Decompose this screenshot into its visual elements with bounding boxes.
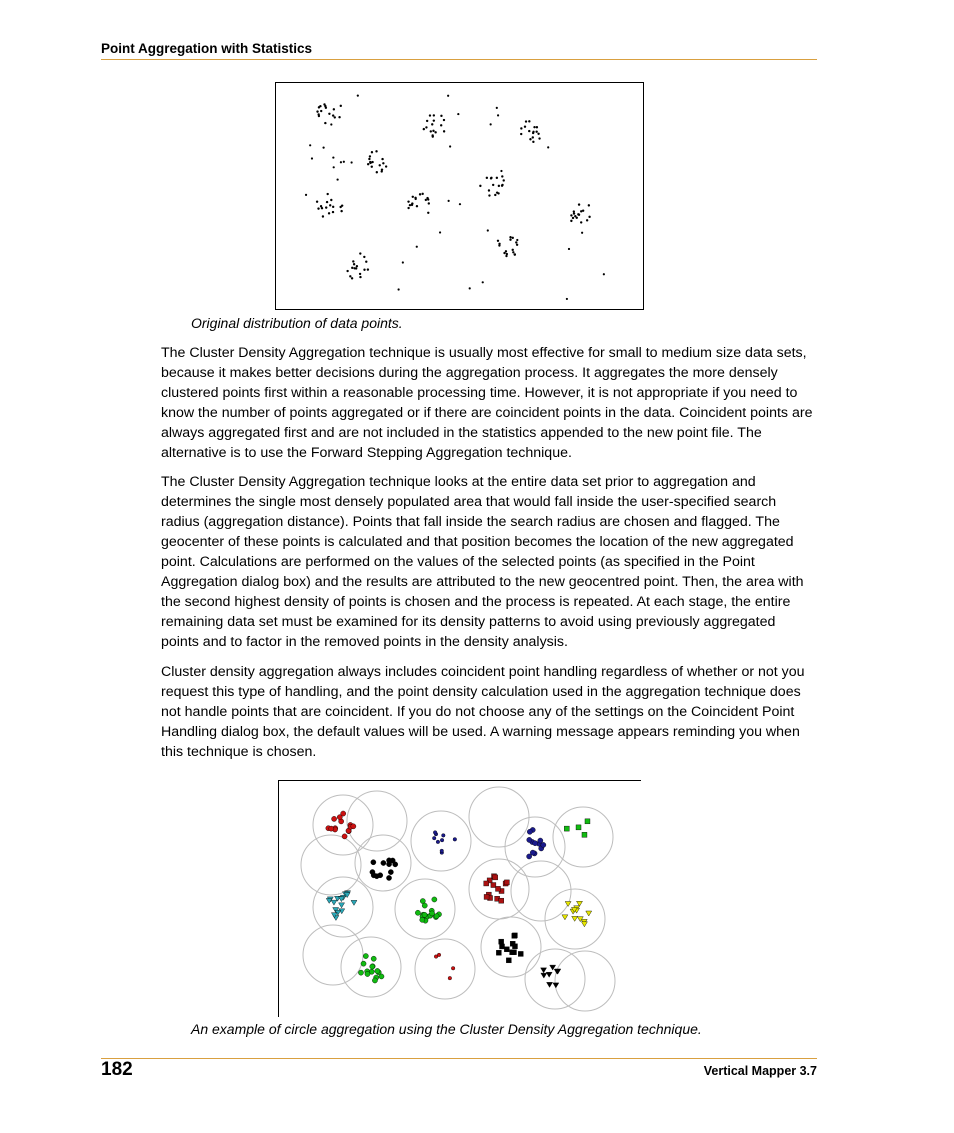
data-point [497,192,499,194]
footer-rule [101,1058,817,1059]
data-point [573,212,575,214]
data-point [503,179,505,181]
aggregated-marker [527,837,532,842]
data-point [449,145,451,147]
data-point [321,207,323,209]
data-point [322,215,324,217]
aggregated-marker [437,953,441,957]
data-point [317,207,319,209]
aggregated-marker [547,982,553,987]
data-point [512,237,514,239]
scatter-plot-original [276,83,643,309]
data-point [520,133,522,135]
data-point [515,241,517,243]
aggregated-marker [331,900,337,905]
aggregation-circle [481,917,541,977]
data-point [433,119,435,121]
data-point [340,105,342,107]
circle-aggregation-figure [278,780,641,1017]
aggregated-marker [586,911,592,916]
data-point [416,205,418,207]
aggregated-marker [518,951,523,956]
data-point [351,277,353,279]
aggregated-marker [499,898,504,903]
body-paragraph: Cluster density aggregation always includes coincident point handling regardless of whether or not you request this type of handling, and the point density calculation used in the aggregation technique does not handle points that are coincident. If you do not choose any of the settings on the Coincident Point Handling dialog box, the default values will be used. A warning message appears reminding you when this technique is chosen. [161,664,805,760]
aggregated-marker [564,826,569,831]
data-point [385,165,387,167]
aggregated-marker [433,831,437,835]
data-point [570,214,572,216]
data-point [506,253,508,255]
data-point [333,108,335,110]
data-point [411,204,413,206]
data-point [492,184,494,186]
data-point [487,229,489,231]
data-point [353,263,355,265]
aggregated-marker [415,910,420,915]
aggregated-marker [581,922,587,927]
aggregated-marker [422,903,427,908]
aggregation-circle [313,795,373,855]
data-point [497,114,499,116]
data-point [426,120,428,122]
aggregated-marker [565,901,571,906]
aggregated-marker [553,983,559,988]
data-point [369,161,371,163]
body-paragraph: The Cluster Density Aggregation technique is usually most effective for small to medium size data sets, because it makes better decisions during the aggregation process. It aggregates the more densely clustered points first within a reasonable processing time. However, it is not appropriate if you need to know the number of points aggregated or if there are coincident points in the data. Coincident points are always aggregated first and are not included in the statistics appended to the new point file. The alternative is to use the Forward Stepping Aggregation technique. [161,345,813,461]
data-point [529,138,531,140]
data-point [501,175,503,177]
aggregated-marker [582,832,587,837]
aggregated-marker [371,860,376,865]
data-point [566,298,568,300]
data-point [426,197,428,199]
aggregated-marker [576,825,581,830]
data-point [488,189,490,191]
aggregated-marker [329,826,334,831]
aggregation-circle [347,791,407,851]
aggregation-circle [301,835,361,895]
aggregated-marker [422,912,427,917]
data-point [479,185,481,187]
aggregated-marker [365,971,370,976]
data-point [353,267,355,269]
data-point [330,199,332,201]
data-point [343,161,345,163]
data-point [419,193,421,195]
data-point [447,95,449,97]
aggregated-marker [372,978,377,983]
data-point [498,185,500,187]
page-number: 182 [101,1059,133,1080]
aggregated-marker [484,881,489,886]
data-point [421,193,423,195]
data-point [329,204,331,206]
data-point [371,161,373,163]
aggregated-marker [453,838,457,842]
data-point [509,236,511,238]
data-point [509,239,511,241]
data-point [346,270,348,272]
original-points-figure [275,82,644,310]
data-point [371,151,373,153]
aggregated-marker [493,875,498,880]
aggregated-marker [510,941,515,946]
aggregated-marker [420,917,425,922]
aggregated-marker [361,961,366,966]
data-point [352,260,354,262]
data-point [324,122,326,124]
data-point [459,203,461,205]
data-point [434,131,436,133]
data-point [505,255,507,257]
data-point [367,268,369,270]
aggregated-marker [512,933,517,938]
aggregated-marker [374,874,379,879]
aggregated-marker [585,819,590,824]
data-point [330,123,332,125]
data-point [337,178,339,180]
data-point [326,193,328,195]
data-point [425,199,427,201]
aggregated-marker [342,834,347,839]
aggregation-circle [395,879,455,939]
data-point [490,177,492,179]
data-point [416,246,418,248]
aggregated-marker [434,914,439,919]
data-point [340,210,342,212]
data-point [414,198,416,200]
data-point [381,168,383,170]
data-point [333,166,335,168]
data-point [497,240,499,242]
aggregated-marker [546,972,552,977]
data-point [309,144,311,146]
data-point [332,211,334,213]
aggregated-marker [386,858,391,863]
data-point [305,194,307,196]
data-point [533,126,535,128]
aggregated-marker [371,956,376,961]
data-point [494,194,496,196]
aggregated-marker [351,900,357,905]
data-point [503,252,505,254]
data-point [363,269,365,271]
aggregated-marker [499,939,504,944]
data-point [516,239,518,241]
data-point [568,248,570,250]
data-point [440,124,442,126]
data-point [318,106,320,108]
aggregated-marker [370,964,375,969]
data-point [339,206,341,208]
figure-caption-aggregation: An example of circle aggregation using the Cluster Density Aggregation technique. [191,1021,702,1037]
aggregated-marker [432,836,436,840]
data-point [323,103,325,105]
data-point [577,213,579,215]
data-point [425,126,427,128]
data-point [359,252,361,254]
aggregated-marker [451,966,455,970]
data-point [570,220,572,222]
data-point [512,249,514,251]
data-point [525,120,527,122]
data-point [532,131,534,133]
data-point [469,287,471,289]
data-point [402,261,404,263]
data-point [322,147,324,149]
aggregated-marker [436,840,440,844]
aggregated-marker [440,838,444,842]
data-point [412,196,414,198]
data-point [528,120,530,122]
data-point [581,232,583,234]
data-point [586,219,588,221]
data-point [512,251,514,253]
data-point [532,141,534,143]
data-point [350,161,352,163]
aggregated-marker [562,915,568,920]
data-point [532,136,534,138]
data-point [332,206,334,208]
data-point [457,113,459,115]
aggregated-marker [533,841,538,846]
data-point [588,204,590,206]
data-point [332,114,334,116]
aggregated-marker [440,849,444,853]
aggregated-marker [386,875,391,880]
data-point [572,217,574,219]
aggregated-marker [506,958,511,963]
data-point [368,158,370,160]
data-point [359,273,361,275]
aggregated-marker [339,903,345,908]
data-point [379,164,381,166]
aggregation-circle [313,877,373,937]
data-point [407,200,409,202]
aggregated-marker [484,894,489,899]
data-point [482,281,484,283]
data-point [500,170,502,172]
data-point [580,210,582,212]
aggregation-circle [469,787,529,847]
data-point [429,114,431,116]
aggregation-circle [415,939,475,999]
aggregated-marker [381,860,386,865]
data-point [328,212,330,214]
data-point [326,201,328,203]
data-point [428,202,430,204]
data-point [439,231,441,233]
data-point [369,155,371,157]
aggregated-marker [442,834,446,838]
header-rule [101,59,817,60]
aggregated-marker [432,897,437,902]
aggregated-marker [504,947,509,952]
data-point [351,267,353,269]
circle-aggregation-plot [279,781,641,1017]
data-point [316,110,318,112]
data-point [496,177,498,179]
aggregation-circle [303,925,363,985]
data-point [382,162,384,164]
aggregated-marker [504,880,509,885]
data-point [524,126,526,128]
data-point [490,123,492,125]
data-point [498,244,500,246]
aggregated-marker [496,950,501,955]
data-point [501,184,503,186]
aggregated-marker [530,850,535,855]
data-point [349,275,351,277]
data-point [496,107,498,109]
aggregated-marker [541,968,547,973]
aggregated-marker [332,816,337,821]
data-point [520,127,522,129]
data-point [432,130,434,132]
data-point [357,95,359,97]
data-point [427,212,429,214]
data-point [332,156,334,158]
data-point [375,150,377,152]
data-point [311,157,313,159]
data-point [538,137,540,139]
data-point [547,146,549,148]
data-point [516,244,518,246]
data-point [528,130,530,132]
aggregated-marker [541,973,547,978]
aggregated-marker [500,944,505,949]
aggregated-marker [576,901,582,906]
data-point [407,207,409,209]
data-point [376,171,378,173]
data-point [486,177,488,179]
data-point [536,126,538,128]
running-header: Point Aggregation with Statistics [101,41,313,56]
aggregation-circle [511,861,571,921]
data-point [365,260,367,262]
data-point [588,216,590,218]
aggregated-marker [337,815,342,820]
data-point [318,115,320,117]
aggregated-marker [358,970,363,975]
data-point [433,114,435,116]
data-point [573,210,575,212]
data-point [325,206,327,208]
data-point [320,110,322,112]
data-point [363,256,365,258]
data-point [603,273,605,275]
data-point [423,128,425,130]
data-point [334,116,336,118]
data-point [409,204,411,206]
aggregated-marker [511,950,516,955]
aggregated-marker [527,829,532,834]
aggregated-marker [491,883,496,888]
data-point [578,203,580,205]
data-point [576,217,578,219]
data-point [432,135,434,137]
aggregated-marker [375,968,380,973]
data-point [443,119,445,121]
data-point [431,123,433,125]
data-point [488,194,490,196]
data-point [398,288,400,290]
aggregated-marker [495,886,500,891]
aggregated-marker [448,976,452,980]
aggregated-marker [572,916,578,921]
data-point [338,116,340,118]
body-paragraph: The Cluster Density Aggregation technique looks at the entire data set prior to aggregation and determines the single most densely populated area that would fall inside the user-specified search radius (aggregation distance). Points that fall inside the search radius are chosen and flagged. The geocenter of these points is calculated and that position becomes the location of the new aggregated point. Calculations are performed on the values of the selected points (as specified in the Point Aggregation dialog box) and the results are attributed to the new geocentred point. Then, the area with the second highest density of points is chosen and the process is repeated. At each stage, the entire remaining data set must be examined for its density patterns to avoid using previously aggregated points and to factor in the removed points in the density analysis. [161,474,804,650]
data-point [381,158,383,160]
data-point [514,253,516,255]
data-point [356,265,358,267]
data-point [316,200,318,202]
data-point [535,131,537,133]
data-point [359,276,361,278]
aggregated-marker [363,953,368,958]
aggregation-circle [505,817,565,877]
aggregated-marker [388,869,393,874]
aggregated-marker [351,824,356,829]
data-point [430,130,432,132]
footer-product-name: Vertical Mapper 3.7 [703,1064,817,1078]
data-point [448,200,450,202]
data-point [340,161,342,163]
figure-caption-original: Original distribution of data points. [191,315,403,331]
data-point [328,113,330,115]
aggregated-marker [538,838,543,843]
data-point [537,133,539,135]
data-point [443,130,445,132]
data-point [371,165,373,167]
data-point [367,163,369,165]
data-point [440,115,442,117]
data-point [580,221,582,223]
